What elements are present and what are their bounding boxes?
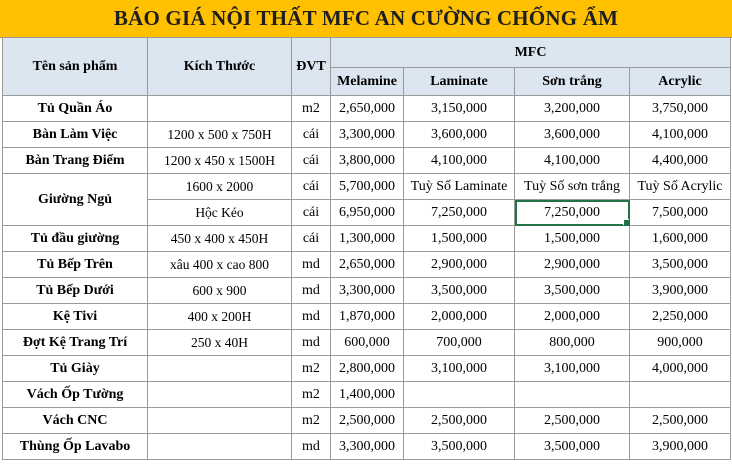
table-row bbox=[3, 278, 731, 304]
product-name[interactable]: Giường Ngủ bbox=[3, 174, 148, 226]
product-name[interactable]: Bàn Trang Điểm bbox=[3, 148, 148, 174]
table-row bbox=[3, 304, 731, 330]
product-size[interactable] bbox=[148, 408, 292, 434]
product-size[interactable] bbox=[148, 382, 292, 408]
table-row bbox=[3, 96, 731, 122]
product-unit[interactable]: cái bbox=[292, 226, 331, 252]
product-unit[interactable]: cái bbox=[292, 122, 331, 148]
title-banner[interactable] bbox=[0, 0, 732, 38]
product-size[interactable]: 450 x 400 x 450H bbox=[148, 226, 292, 252]
product-size[interactable]: 1200 x 450 x 1500H bbox=[148, 148, 292, 174]
price-acrylic[interactable]: 4,000,000 bbox=[630, 356, 731, 382]
price-acrylic[interactable]: Tuỳ Số Acrylic bbox=[630, 174, 731, 200]
price-laminate[interactable]: 3,500,000 bbox=[404, 434, 515, 460]
price-acrylic[interactable]: 3,900,000 bbox=[630, 434, 731, 460]
table-row bbox=[3, 356, 731, 382]
price-melamine[interactable]: 1,400,000 bbox=[331, 382, 404, 408]
price-melamine[interactable]: 2,500,000 bbox=[331, 408, 404, 434]
header-son-trang[interactable]: Sơn trắng bbox=[515, 68, 630, 96]
fill-handle[interactable] bbox=[623, 219, 630, 226]
price-melamine[interactable]: 2,800,000 bbox=[331, 356, 404, 382]
price-laminate[interactable]: 3,150,000 bbox=[404, 96, 515, 122]
product-unit[interactable]: md bbox=[292, 434, 331, 460]
product-name[interactable]: Thùng Ốp Lavabo bbox=[3, 434, 148, 460]
product-unit[interactable]: cái bbox=[292, 200, 331, 226]
price-melamine[interactable]: 3,300,000 bbox=[331, 434, 404, 460]
product-name[interactable]: Kệ Tivi bbox=[3, 304, 148, 330]
table-row bbox=[3, 174, 731, 200]
product-unit[interactable]: m2 bbox=[292, 96, 331, 122]
product-name[interactable]: Tủ Bếp Dưới bbox=[3, 278, 148, 304]
price-acrylic[interactable]: 3,750,000 bbox=[630, 96, 731, 122]
price-melamine[interactable]: 1,870,000 bbox=[331, 304, 404, 330]
price-melamine[interactable]: 3,300,000 bbox=[331, 278, 404, 304]
product-size[interactable] bbox=[148, 96, 292, 122]
price-laminate[interactable]: 3,500,000 bbox=[404, 278, 515, 304]
product-name[interactable]: Vách Ốp Tường bbox=[3, 382, 148, 408]
product-unit[interactable]: cái bbox=[292, 148, 331, 174]
table-row bbox=[3, 122, 731, 148]
product-size[interactable]: 1600 x 2000 bbox=[148, 174, 292, 200]
price-son-trang[interactable]: 800,000 bbox=[515, 330, 630, 356]
price-son-trang[interactable] bbox=[515, 382, 630, 408]
price-laminate[interactable]: 1,500,000 bbox=[404, 226, 515, 252]
product-name[interactable]: Đợt Kệ Trang Trí bbox=[3, 330, 148, 356]
header-unit[interactable]: ĐVT bbox=[292, 38, 331, 96]
product-name[interactable]: Tủ Bếp Trên bbox=[3, 252, 148, 278]
price-table bbox=[2, 37, 731, 460]
product-size[interactable] bbox=[148, 434, 292, 460]
price-melamine[interactable]: 600,000 bbox=[331, 330, 404, 356]
price-acrylic[interactable] bbox=[630, 382, 731, 408]
selected-cell[interactable] bbox=[515, 200, 630, 226]
sheet-title: BÁO GIÁ NỘI THẤT MFC AN CƯỜNG CHỐNG ẨM bbox=[113, 6, 619, 30]
product-unit[interactable]: m2 bbox=[292, 408, 331, 434]
product-size[interactable]: xâu 400 x cao 800 bbox=[148, 252, 292, 278]
price-acrylic[interactable]: 2,500,000 bbox=[630, 408, 731, 434]
product-size[interactable]: Hộc Kéo bbox=[148, 200, 292, 226]
product-name[interactable]: Tủ Quần Áo bbox=[3, 96, 148, 122]
price-acrylic[interactable]: 7,500,000 bbox=[630, 200, 731, 226]
product-unit[interactable]: cái bbox=[292, 174, 331, 200]
price-laminate[interactable]: 700,000 bbox=[404, 330, 515, 356]
table-row bbox=[3, 434, 731, 460]
price-melamine[interactable]: 3,800,000 bbox=[331, 148, 404, 174]
price-son-trang[interactable]: 3,500,000 bbox=[515, 434, 630, 460]
header-acrylic[interactable]: Acrylic bbox=[630, 68, 731, 96]
price-melamine[interactable]: 5,700,000 bbox=[331, 174, 404, 200]
price-acrylic[interactable]: 4,400,000 bbox=[630, 148, 731, 174]
price-melamine[interactable]: 3,300,000 bbox=[331, 122, 404, 148]
product-unit[interactable]: md bbox=[292, 330, 331, 356]
product-name[interactable]: Tủ Giày bbox=[3, 356, 148, 382]
price-laminate[interactable]: 3,600,000 bbox=[404, 122, 515, 148]
product-size[interactable]: 250 x 40H bbox=[148, 330, 292, 356]
price-laminate[interactable]: 7,250,000 bbox=[404, 200, 515, 226]
price-laminate[interactable]: 4,100,000 bbox=[404, 148, 515, 174]
product-name[interactable]: Tủ đầu giường bbox=[3, 226, 148, 252]
price-son-trang[interactable]: 3,500,000 bbox=[515, 278, 630, 304]
header-mfc-group[interactable]: MFC bbox=[331, 38, 731, 68]
table-row bbox=[3, 330, 731, 356]
product-name[interactable]: Vách CNC bbox=[3, 408, 148, 434]
price-son-trang[interactable]: 2,900,000 bbox=[515, 252, 630, 278]
price-melamine[interactable]: 2,650,000 bbox=[331, 252, 404, 278]
price-son-trang: 7,250,000 bbox=[544, 204, 600, 220]
price-laminate[interactable]: 3,100,000 bbox=[404, 356, 515, 382]
price-acrylic[interactable]: 3,900,000 bbox=[630, 278, 731, 304]
price-acrylic[interactable]: 3,500,000 bbox=[630, 252, 731, 278]
price-son-trang[interactable]: 1,500,000 bbox=[515, 226, 630, 252]
product-name[interactable]: Bàn Làm Việc bbox=[3, 122, 148, 148]
price-acrylic[interactable]: 1,600,000 bbox=[630, 226, 731, 252]
price-son-trang[interactable]: 3,600,000 bbox=[515, 122, 630, 148]
header-melamine[interactable]: Melamine bbox=[331, 68, 404, 96]
table-row bbox=[3, 252, 731, 278]
product-size[interactable]: 1200 x 500 x 750H bbox=[148, 122, 292, 148]
product-unit[interactable]: m2 bbox=[292, 356, 331, 382]
table-row bbox=[3, 382, 731, 408]
header-laminate[interactable]: Laminate bbox=[404, 68, 515, 96]
product-unit[interactable]: md bbox=[292, 304, 331, 330]
product-unit[interactable]: md bbox=[292, 278, 331, 304]
price-laminate[interactable]: 2,900,000 bbox=[404, 252, 515, 278]
price-son-trang[interactable]: 3,200,000 bbox=[515, 96, 630, 122]
header-size[interactable]: Kích Thước bbox=[148, 38, 292, 96]
product-unit[interactable]: m2 bbox=[292, 382, 331, 408]
price-son-trang[interactable]: Tuỳ Số sơn trắng bbox=[515, 174, 630, 200]
price-laminate[interactable]: 2,000,000 bbox=[404, 304, 515, 330]
product-unit[interactable]: md bbox=[292, 252, 331, 278]
price-melamine[interactable]: 2,650,000 bbox=[331, 96, 404, 122]
price-melamine[interactable]: 1,300,000 bbox=[331, 226, 404, 252]
table-row bbox=[3, 148, 731, 174]
price-acrylic[interactable]: 900,000 bbox=[630, 330, 731, 356]
product-size[interactable]: 400 x 200H bbox=[148, 304, 292, 330]
product-size[interactable]: 600 x 900 bbox=[148, 278, 292, 304]
table-row bbox=[3, 408, 731, 434]
header-product[interactable]: Tên sản phẩm bbox=[3, 38, 148, 96]
price-laminate[interactable]: Tuỳ Số Laminate bbox=[404, 174, 515, 200]
price-melamine[interactable]: 6,950,000 bbox=[331, 200, 404, 226]
price-son-trang[interactable]: 3,100,000 bbox=[515, 356, 630, 382]
product-size[interactable] bbox=[148, 356, 292, 382]
price-son-trang[interactable]: 4,100,000 bbox=[515, 148, 630, 174]
price-laminate[interactable] bbox=[404, 382, 515, 408]
price-son-trang[interactable]: 2,000,000 bbox=[515, 304, 630, 330]
price-acrylic[interactable]: 4,100,000 bbox=[630, 122, 731, 148]
price-son-trang[interactable]: 2,500,000 bbox=[515, 408, 630, 434]
table-row bbox=[3, 226, 731, 252]
price-laminate[interactable]: 2,500,000 bbox=[404, 408, 515, 434]
price-acrylic[interactable]: 2,250,000 bbox=[630, 304, 731, 330]
